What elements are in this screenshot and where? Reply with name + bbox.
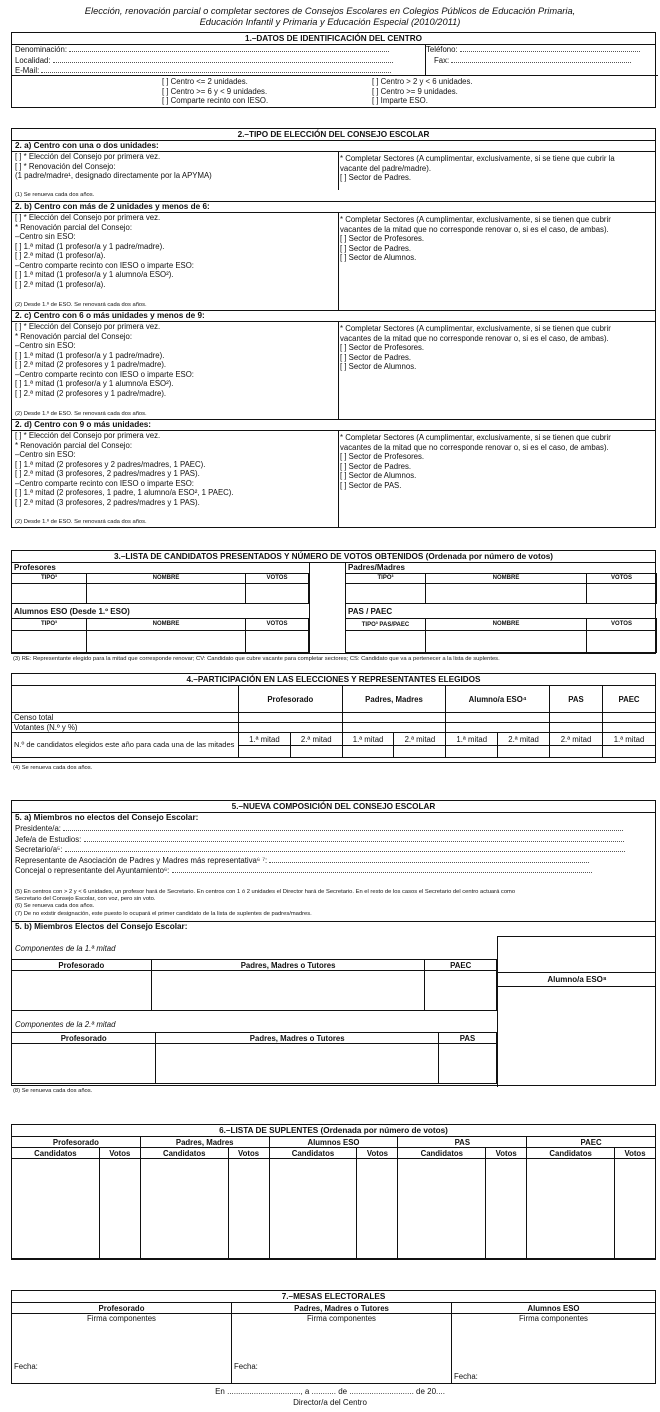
- section-7: [11, 1290, 656, 1384]
- 2b-left-2: –Centro sin ESO:: [15, 232, 76, 241]
- 2c-right-1: vacantes de la mitad que no corresponde renovar o, si es el caso, de ambas).: [340, 333, 609, 343]
- opt-centro-le2[interactable]: [ ] Centro <= 2 unidades.: [162, 77, 248, 86]
- cell[interactable]: [527, 1159, 615, 1259]
- 2b-left-3[interactable]: [ ] 1.ª mitad (1 profesor/a y 1 padre/madre).: [15, 241, 165, 251]
- presidente-field[interactable]: [63, 823, 623, 831]
- alumnos-table: [11, 618, 309, 653]
- section-3-note: (3) RE: Representante elegido para la mitad que corresponde renovar; CV: Candidato que cubre vacante para completar sectores; CS: Candidato que va a pertenecer a la lista de suplentes.: [13, 656, 500, 662]
- 2c-right-2[interactable]: [ ] Sector de Profesores.: [340, 343, 425, 352]
- col-alumnos: Alumnos ESO: [452, 1303, 656, 1314]
- fecha-label: Fecha:: [14, 1362, 38, 1371]
- 2d-left-6[interactable]: [ ] 1.ª mitad (2 profesores, 1 padre, 1 alumno/a ESO², 1 PAEC).: [15, 488, 234, 497]
- cell[interactable]: [87, 631, 246, 653]
- col-paec: PAEC: [425, 960, 497, 971]
- col-votos: Votos: [357, 1148, 398, 1159]
- apyma-label: Representante de Asociación de Padres y Madres más representativa⁶ ⁷:: [15, 855, 268, 865]
- col-padres: Padres, Madres: [342, 686, 446, 713]
- section-1-title: 1.–DATOS DE IDENTIFICACIÓN DEL CENTRO: [12, 33, 655, 45]
- section-2a: [12, 141, 655, 202]
- col-candidatos: Candidatos: [269, 1148, 357, 1159]
- document-header: [0, 6, 660, 28]
- section-2d-head: 2. d) Centro con 9 o más unidades:: [12, 420, 655, 431]
- profesores-table: [11, 573, 309, 604]
- mitad-2-table: [11, 1032, 497, 1084]
- group-paec: PAEC: [527, 1137, 656, 1148]
- 2d-note: (2) Desde 1.º de ESO. Se renovará cada dos años.: [15, 519, 147, 525]
- col-pas: PAS: [550, 686, 603, 713]
- cell[interactable]: [603, 723, 656, 733]
- note-5b: Secretario del Consejo Escolar, con voz, pero sin voto.: [15, 896, 156, 902]
- group-alumnos: Alumnos ESO: [269, 1137, 398, 1148]
- firma-label: Firma componentes: [519, 1314, 588, 1323]
- localidad-field[interactable]: [53, 55, 393, 63]
- header-line-1: Elección, renovación parcial o completar sectores de Consejos Escolares en Colegios Públicos de Educación Primaria,: [84, 6, 576, 16]
- col-profesorado: Profesorado: [12, 1033, 156, 1044]
- concejal-field[interactable]: [172, 865, 592, 873]
- 2d-left-3[interactable]: [ ] 1.ª mitad (2 profesores y 2 padres/madres, 1 PAEC).: [15, 459, 206, 469]
- pas-table: [345, 618, 657, 653]
- section-5b-head: 5. b) Miembros Electos del Consejo Escolar:: [15, 922, 188, 931]
- cell[interactable]: [446, 723, 550, 733]
- concejal-label: Concejal o representante del Ayuntamiento⁶:: [15, 866, 170, 875]
- mitad-label: 1.ª mitad: [239, 733, 291, 746]
- 2c-left-1: * Renovación parcial del Consejo:: [15, 331, 133, 341]
- cell[interactable]: [357, 1159, 398, 1259]
- presidente-label: Presidente/a:: [15, 824, 61, 833]
- denominacion-label: Denominación:: [15, 45, 68, 54]
- cell[interactable]: [239, 746, 291, 758]
- 2a-left-2: (1 padre/madre¹, designado directamente por la APYMA): [15, 171, 212, 180]
- 2c-right-4[interactable]: [ ] Sector de Alumnos.: [340, 362, 417, 371]
- row-votantes: Votantes (N.º y %): [12, 723, 239, 733]
- section-5-title: 5.–NUEVA COMPOSICIÓN DEL CONSEJO ESCOLAR: [12, 801, 655, 813]
- section-1: [11, 32, 656, 108]
- 2a-note: (1) Se renueva cada dos años.: [15, 192, 95, 198]
- cell[interactable]: [394, 746, 446, 758]
- 2b-right-1: vacantes de la mitad que no corresponde renovar o, si es el caso, de ambas).: [340, 224, 609, 234]
- cell[interactable]: [12, 971, 152, 1011]
- section-2b-head: 2. b) Centro con más de 2 unidades y menos de 6:: [12, 202, 655, 213]
- 2b-left-5: –Centro comparte recinto con IESO o imparte ESO:: [15, 260, 194, 270]
- col-candidatos: Candidatos: [398, 1148, 486, 1159]
- cell[interactable]: [239, 713, 343, 723]
- 2d-right-1: vacantes de la mitad que no corresponde renovar o, si es el caso, de ambas).: [340, 442, 609, 452]
- col-tipo: TIPO³: [346, 574, 426, 584]
- 2c-note: (2) Desde 1.º de ESO. Se renovará cada dos años.: [15, 411, 147, 417]
- 2c-left-5: –Centro comparte recinto con IESO o imparte ESO:: [15, 369, 194, 379]
- note-7: (7) De no existir designación, este puesto lo ocupará el primer candidato de la lista de suplentes de padres/madres.: [15, 911, 312, 917]
- fax-field[interactable]: [451, 55, 631, 63]
- section-3: [11, 550, 656, 654]
- col-tipo: TIPO³: [12, 619, 87, 631]
- 2a-right-2[interactable]: [ ] Sector de Padres.: [340, 173, 412, 182]
- 2c-left-4[interactable]: [ ] 2.ª mitad (2 profesores y 1 padre/madre).: [15, 360, 167, 369]
- participation-table: [11, 685, 656, 758]
- group-padres: Padres, Madres: [140, 1137, 269, 1148]
- fax-label: Fax:: [434, 55, 450, 65]
- 2d-left-0[interactable]: [ ] * Elección del Consejo por primera vez.: [15, 431, 161, 440]
- mitad-label: 1.ª mitad: [603, 733, 656, 746]
- cell[interactable]: [426, 584, 587, 604]
- cell[interactable]: [550, 723, 603, 733]
- 2c-right-0: * Completar Sectores (A cumplimentar, exclusivamente, si se tienen que cubrir: [340, 324, 611, 333]
- 2b-right-2[interactable]: [ ] Sector de Profesores.: [340, 234, 425, 243]
- 2c-right-3[interactable]: [ ] Sector de Padres.: [340, 352, 412, 362]
- mitad-1-label: Componentes de la 1.ª mitad: [15, 944, 116, 953]
- cell[interactable]: [269, 1159, 357, 1259]
- col-candidatos: Candidatos: [527, 1148, 615, 1159]
- row-censo: Censo total: [12, 713, 239, 723]
- signature-block: [0, 1386, 660, 1408]
- cell[interactable]: [99, 1159, 140, 1259]
- firma-cell[interactable]: [12, 1314, 232, 1384]
- section-2d: [12, 420, 655, 527]
- opt-centro-6-9[interactable]: [ ] Centro >= 6 y < 9 unidades.: [162, 86, 268, 96]
- telefono-label: Teléfono:: [426, 45, 458, 54]
- alumno-column: [497, 936, 656, 1087]
- cell[interactable]: [498, 746, 550, 758]
- col-pas: PAS: [439, 1033, 497, 1044]
- alumno-label: Alumno/a ESO⁸: [498, 972, 656, 987]
- cell[interactable]: [486, 1159, 527, 1259]
- opt-centro-2-6[interactable]: [ ] Centro > 2 y < 6 unidades.: [372, 77, 473, 86]
- section-4: [11, 673, 656, 763]
- email-label: E-Mail:: [15, 66, 40, 75]
- secretario-label: Secretario/a⁵:: [15, 845, 63, 854]
- col-paec: PAEC: [603, 686, 656, 713]
- 2a-left-0[interactable]: [ ] * Elección del Consejo por primera vez.: [15, 152, 161, 161]
- cell[interactable]: [603, 713, 656, 723]
- col-votos: VOTOS: [587, 574, 657, 584]
- cell[interactable]: [603, 746, 656, 758]
- 2c-left-7[interactable]: [ ] 2.ª mitad (2 profesores y 1 padre/madre).: [15, 388, 167, 398]
- cell[interactable]: [87, 584, 246, 604]
- fecha-label: Fecha:: [454, 1372, 478, 1381]
- mitad-label: 2.ª mitad: [498, 733, 550, 746]
- mitad-label: 1.ª mitad: [342, 733, 394, 746]
- 2d-left-5: –Centro comparte recinto con IESO o imparte ESO:: [15, 478, 194, 488]
- cell[interactable]: [12, 1159, 100, 1259]
- cell[interactable]: [228, 1159, 269, 1259]
- cell[interactable]: [246, 631, 309, 653]
- cell[interactable]: [346, 631, 426, 653]
- opt-imparte-eso[interactable]: [ ] Imparte ESO.: [372, 96, 428, 105]
- telefono-field[interactable]: [460, 44, 640, 52]
- cell[interactable]: [587, 584, 657, 604]
- col-padres: Padres, Madres o Tutores: [151, 960, 425, 971]
- 2b-left-7[interactable]: [ ] 2.ª mitad (1 profesor/a).: [15, 279, 106, 289]
- cell[interactable]: [426, 631, 587, 653]
- group-pas: PAS: [398, 1137, 527, 1148]
- 2d-left-7[interactable]: [ ] 2.ª mitad (3 profesores, 2 padres/madres y 1 PAS).: [15, 497, 200, 507]
- col-votos: VOTOS: [246, 619, 309, 631]
- note-5a: (5) En centros con > 2 y < 6 unidades, un profesor hará de Secretario. En centros con 1 ó 2 unidades el Director hará de Secretario. En el resto de los casos el Secretario del centro actuará como: [15, 889, 516, 895]
- 2a-right-0: * Completar Sectores (A cumplimentar, exclusivamente, si se tiene que cubrir la: [340, 154, 615, 163]
- col-votos: VOTOS: [246, 574, 309, 584]
- mitad-1-table: [11, 959, 497, 1011]
- email-field[interactable]: [41, 65, 391, 73]
- cell[interactable]: [151, 971, 425, 1011]
- section-2: [11, 128, 656, 528]
- localidad-label: Localidad:: [15, 55, 51, 65]
- col-alumno: Alumno/a ESO⁴: [446, 686, 550, 713]
- cell[interactable]: [587, 631, 657, 653]
- 2b-note: (2) Desde 1.º de ESO. Se renovará cada dos años.: [15, 302, 147, 308]
- col-profesorado: Profesorado: [239, 686, 343, 713]
- blank-cell: [12, 686, 239, 713]
- mitad-label: 2.ª mitad: [550, 733, 603, 746]
- cell[interactable]: [615, 1159, 656, 1259]
- 2d-right-3[interactable]: [ ] Sector de Padres.: [340, 461, 412, 471]
- padres-table: [345, 573, 657, 604]
- apyma-field[interactable]: [269, 855, 589, 863]
- 2c-left-6[interactable]: [ ] 1.ª mitad (1 profesor/a y 1 alumno/a ESO²).: [15, 379, 174, 388]
- section-2c-head: 2. c) Centro con 6 o más unidades y menos de 9:: [12, 311, 655, 322]
- 2d-right-5[interactable]: [ ] Sector de PAS.: [340, 480, 402, 490]
- col-nombre: NOMBRE: [87, 574, 246, 584]
- section-5-note-8: (8) Se renueva cada dos años.: [13, 1088, 93, 1094]
- cell[interactable]: [342, 746, 394, 758]
- col-votos: Votos: [99, 1148, 140, 1159]
- 2b-right-4[interactable]: [ ] Sector de Alumnos.: [340, 253, 417, 262]
- section-7-title: 7.–MESAS ELECTORALES: [12, 1291, 655, 1303]
- suplentes-table: [11, 1136, 656, 1259]
- section-2c: [12, 311, 655, 420]
- 2b-left-4[interactable]: [ ] 2.ª mitad (1 profesor/a).: [15, 251, 106, 260]
- denominacion-field[interactable]: [69, 44, 389, 52]
- cell[interactable]: [346, 584, 426, 604]
- row-candidatos: N.º de candidatos elegidos este año para cada una de las mitades: [12, 733, 239, 758]
- place-date-line[interactable]: En ................................., a ........... de ............................. de 20....: [215, 1387, 445, 1396]
- 2a-right-1: vacante del padre/madre).: [340, 163, 432, 173]
- mitad-label: 2.ª mitad: [394, 733, 446, 746]
- 2c-left-0[interactable]: [ ] * Elección del Consejo por primera vez.: [15, 322, 161, 331]
- section-2-title: 2.–TIPO DE ELECCIÓN DEL CONSEJO ESCOLAR: [12, 129, 655, 141]
- 2b-left-1: * Renovación parcial del Consejo:: [15, 222, 133, 232]
- 2b-left-0[interactable]: [ ] * Elección del Consejo por primera vez.: [15, 213, 161, 222]
- col-profesorado: Profesorado: [12, 1303, 232, 1314]
- cell[interactable]: [446, 746, 498, 758]
- 2b-right-3[interactable]: [ ] Sector de Padres.: [340, 243, 412, 253]
- note-6: (6) Se renueva cada dos años.: [15, 903, 95, 909]
- col-votos: VOTOS: [587, 619, 657, 631]
- firma-cell[interactable]: [232, 1314, 452, 1384]
- header-line-2: Educación Infantil y Primaria y Educación Especial (2010/2011): [199, 17, 461, 27]
- section-3-title: 3.–LISTA DE CANDIDATOS PRESENTADOS Y NÚMERO DE VOTOS OBTENIDOS (Ordenada por número de votos): [12, 551, 655, 563]
- 2c-left-3[interactable]: [ ] 1.ª mitad (1 profesor/a y 1 padre/madre).: [15, 350, 165, 360]
- col-candidatos: Candidatos: [12, 1148, 100, 1159]
- section-2b: [12, 202, 655, 311]
- col-nombre: NOMBRE: [87, 619, 246, 631]
- col-votos: Votos: [228, 1148, 269, 1159]
- mitad-2-label: Componentes de la 2.ª mitad: [15, 1020, 116, 1029]
- 2d-left-4[interactable]: [ ] 2.ª mitad (3 profesores, 2 padres/madres y 1 PAS).: [15, 469, 200, 478]
- cell[interactable]: [342, 723, 446, 733]
- cell[interactable]: [239, 723, 343, 733]
- cell[interactable]: [12, 1044, 156, 1084]
- fecha-label: Fecha:: [234, 1362, 258, 1371]
- 2d-left-1: * Renovación parcial del Consejo:: [15, 440, 133, 450]
- col-nombre: NOMBRE: [426, 574, 587, 584]
- secretario-field[interactable]: [65, 844, 625, 852]
- mitad-label: 1.ª mitad: [446, 733, 498, 746]
- cell[interactable]: [12, 584, 87, 604]
- opt-centro-ge9[interactable]: [ ] Centro >= 9 unidades.: [372, 86, 458, 96]
- 2b-left-6[interactable]: [ ] 1.ª mitad (1 profesor/a y 1 alumno/a ESO²).: [15, 270, 174, 279]
- section-4-note: (4) Se renueva cada dos años.: [13, 765, 93, 771]
- section-4-title: 4.–PARTICIPACIÓN EN LAS ELECCIONES Y REPRESENTANTES ELEGIDOS: [12, 674, 655, 686]
- section-6-title: 6.–LISTA DE SUPLENTES (Ordenada por número de votos): [12, 1125, 655, 1137]
- cell[interactable]: [439, 1044, 497, 1084]
- section-5a-head: 5. a) Miembros no electos del Consejo Escolar:: [15, 813, 199, 822]
- cell[interactable]: [246, 584, 309, 604]
- jefe-estudios-label: Jefe/a de Estudios:: [15, 834, 82, 844]
- 2d-right-0: * Completar Sectores (A cumplimentar, exclusivamente, si se tienen que cubrir: [340, 433, 611, 442]
- firma-label: Firma componentes: [87, 1314, 156, 1323]
- col-padres: Padres, Madres o Tutores: [156, 1033, 439, 1044]
- padres-label: Padres/Madres: [348, 563, 405, 572]
- cell[interactable]: [398, 1159, 486, 1259]
- firma-cell[interactable]: [452, 1314, 656, 1384]
- pas-label: PAS / PAEC: [348, 607, 393, 616]
- firma-label: Firma componentes: [307, 1314, 376, 1323]
- section-2a-head: 2. a) Centro con una o dos unidades:: [12, 141, 655, 152]
- section-5: [11, 800, 656, 1086]
- cell[interactable]: [550, 746, 603, 758]
- 2a-left-1[interactable]: [ ] * Renovación del Consejo:: [15, 161, 116, 171]
- cell[interactable]: [550, 713, 603, 723]
- 2d-left-2: –Centro sin ESO:: [15, 450, 76, 459]
- cell[interactable]: [156, 1044, 439, 1084]
- col-candidatos: Candidatos: [140, 1148, 228, 1159]
- 2c-left-2: –Centro sin ESO:: [15, 341, 76, 350]
- mitad-label: 2.ª mitad: [290, 733, 342, 746]
- col-nombre: NOMBRE: [426, 619, 587, 631]
- cell[interactable]: [342, 713, 446, 723]
- col-tipo-pas: TIPO³ PAS/PAEC: [346, 619, 426, 631]
- director-label: Director/a del Centro: [293, 1398, 367, 1407]
- col-padres: Padres, Madres o Tutores: [232, 1303, 452, 1314]
- col-tipo: TIPO³: [12, 574, 87, 584]
- col-profesorado: Profesorado: [12, 960, 152, 971]
- col-votos: Votos: [486, 1148, 527, 1159]
- cell[interactable]: [425, 971, 497, 1011]
- group-profesorado: Profesorado: [12, 1137, 141, 1148]
- mesas-table: [11, 1302, 656, 1384]
- cell[interactable]: [446, 713, 550, 723]
- alumnos-label: Alumnos ESO (Desde 1.º ESO): [14, 607, 130, 616]
- cell[interactable]: [140, 1159, 228, 1259]
- 2b-right-0: * Completar Sectores (A cumplimentar, exclusivamente, si se tienen que cubrir: [340, 215, 611, 224]
- opt-comparte-ieso[interactable]: [ ] Comparte recinto con IESO.: [162, 96, 269, 105]
- 2d-right-4[interactable]: [ ] Sector de Alumnos.: [340, 471, 417, 480]
- profesores-label: Profesores: [14, 563, 56, 572]
- cell[interactable]: [290, 746, 342, 758]
- col-votos: Votos: [615, 1148, 656, 1159]
- jefe-estudios-field[interactable]: [84, 834, 624, 842]
- 2d-right-2[interactable]: [ ] Sector de Profesores.: [340, 452, 425, 461]
- section-6: [11, 1124, 656, 1260]
- cell[interactable]: [12, 631, 87, 653]
